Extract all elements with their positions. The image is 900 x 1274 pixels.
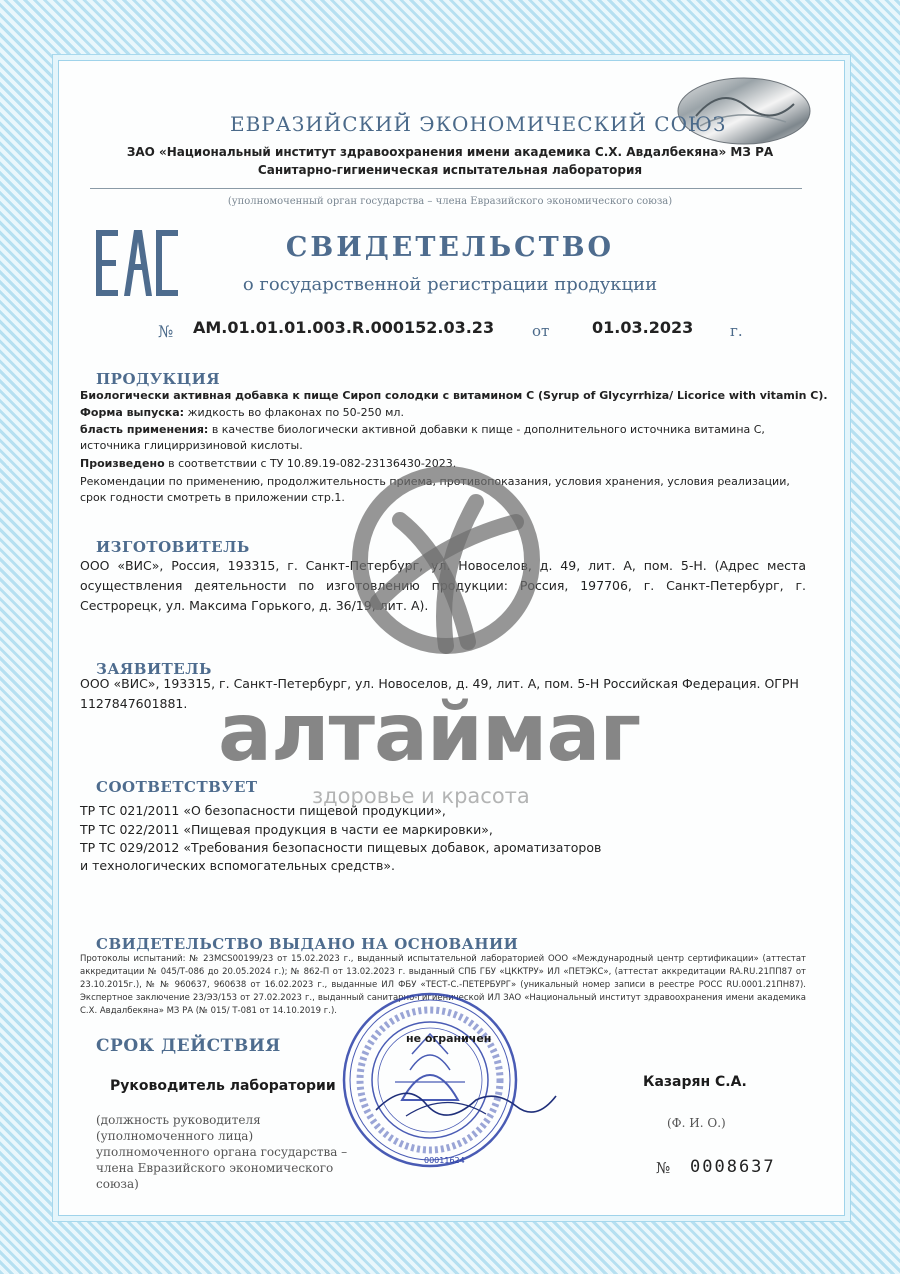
- product-produced-label: Произведено: [80, 457, 165, 470]
- authority-note: (уполномоченный орган государства – члена Евразийского экономического союза): [227, 196, 673, 207]
- applicant-heading: ЗАЯВИТЕЛЬ: [96, 660, 212, 678]
- institute-name: ЗАО «Национальный институт здравоохранения имени академика С.Х. Авдалбекяна» МЗ РА: [126, 145, 774, 159]
- product-name: Биологически активная добавка к пище Сироп солодки с витамином С (Syrup of Glycyrrhiza/ Licorice with vitamin C).: [80, 389, 828, 402]
- certificate-title: СВИДЕТЕЛЬСТВО: [285, 232, 615, 263]
- serial-number: 0008637: [690, 1157, 776, 1177]
- product-produced-value: в соответствии с ТУ 10.89.19-082-23136430-2023.: [168, 457, 457, 470]
- watermark-brand: алтаймаг: [218, 686, 641, 779]
- product-scope: [80, 422, 806, 454]
- signatory-fio-note: (Ф. И. О.): [667, 1116, 726, 1130]
- product-recommendations: Рекомендации по применению, продолжительность приема, противопоказания, условия хранения, условия реализации, срок годности смотреть в приложении стр.1.: [80, 475, 790, 504]
- registration-number: AM.01.01.01.003.R.000152.03.23: [193, 318, 495, 337]
- basis-heading: СВИДЕТЕЛЬСТВО ВЫДАНО НА ОСНОВАНИИ: [96, 935, 519, 953]
- compliance-item-4: и технологических вспомогательных средств».: [80, 858, 395, 873]
- signatory-position-note: (должность руководителя (уполномоченного лица) уполномоченного органа государства – члена Евразийского экономического союза): [96, 1113, 348, 1191]
- compliance-item-2: ТР ТС 022/2011 «Пищевая продукция в части ее маркировки»,: [80, 822, 493, 837]
- basis-text: Протоколы испытаний: № 23MCS00199/23 от 15.02.2023 г., выданный испытательной лабораторией ООО «Международный центр сертификации» (аттестат аккредитации № 045/Т-086 до 20.05.2024 г.); № 862-П от 13.02.2023 г. выданный СПБ ГБУ «ЦККТРУ» ИЛ «ПЕТЭКС», (аттестат аккредитации RA.RU.21ПП87 от 23.10.2015г.), № № 960637, 960638 от 16.02.2023 г., выданные ИЛ ФБУ «ТЕСТ-С.-ПЕТЕРБУРГ» (уникальный номер записи в реестре РОСС RU.0001.21ПН87). Экспертное заключение 23/ЭЗ/153 от 27.02.2023 г., выданный санитарно-гигиенической ИЛ ЗАО «Национальный институт здравоохранения имени академика С.Х. Авдалбекяна» МЗ РА (№ 015/ Т-081 от 14.10.2019 г.).: [80, 954, 806, 1016]
- manufacturer-heading: ИЗГОТОВИТЕЛЬ: [96, 538, 250, 556]
- watermark-tagline: здоровье и красота: [312, 784, 530, 808]
- watermark-globe-icon: [348, 462, 544, 658]
- laboratory-name: Санитарно-гигиеническая испытательная лаборатория: [257, 163, 643, 177]
- product-scope-value: в качестве биологически активной добавки к пище - дополнительного источника витамина С, источника глицирризиновой кислоты.: [80, 423, 765, 452]
- certificate-subtitle: о государственной регистрации продукции: [242, 274, 658, 295]
- product-form: [80, 405, 404, 421]
- product-scope-label: бласть применения:: [80, 423, 209, 436]
- compliance-heading: СООТВЕТСТВУЕТ: [96, 778, 258, 796]
- product-form-label: Форма выпуска:: [80, 406, 185, 419]
- registration-date: 01.03.2023: [592, 318, 694, 337]
- validity-heading: СРОК ДЕЙСТВИЯ: [96, 1036, 281, 1056]
- product-form-value: жидкость во флаконах по 50-250 мл.: [187, 406, 404, 419]
- compliance-item-3: ТР ТС 029/2012 «Требования безопасности пищевых добавок, ароматизаторов: [80, 840, 602, 855]
- union-title: ЕВРАЗИЙСКИЙ ЭКОНОМИЧЕСКИЙ СОЮЗ: [230, 112, 727, 136]
- product-heading: ПРОДУКЦИЯ: [96, 370, 221, 388]
- compliance-item-1: ТР ТС 021/2011 «О безопасности пищевой продукции»,: [80, 803, 446, 818]
- registration-year-suffix: г.: [730, 322, 743, 340]
- signatory-position: Руководитель лаборатории: [110, 1078, 336, 1094]
- registration-date-label: от: [532, 322, 550, 340]
- header-divider: [90, 188, 802, 189]
- signature-scribble-icon: [366, 1070, 566, 1130]
- applicant-text: ООО «ВИС», 193315, г. Санкт-Петербург, ул. Новоселов, д. 49, лит. А, пом. 5-Н Российская Федерация. ОГРН 1127847601881.: [80, 676, 799, 711]
- signatory-name: Казарян С.А.: [643, 1074, 747, 1090]
- validity-value: не ограничен: [406, 1032, 492, 1045]
- registration-number-label: №: [158, 322, 174, 341]
- serial-number-label: №: [656, 1159, 671, 1177]
- stamp-number: 00011624: [424, 1156, 465, 1165]
- manufacturer-text: ООО «ВИС», Россия, 193315, г. Санкт-Петербург, ул. Новоселов, д. 49, лит. А, пом. 5-Н. (Адрес места осуществления деятельности по изготовлению продукции: Россия, 197706, г. Санкт-Петербург, г. Сестрорецк, ул. Максима Горького, д. 36/19, лит. А).: [80, 558, 806, 613]
